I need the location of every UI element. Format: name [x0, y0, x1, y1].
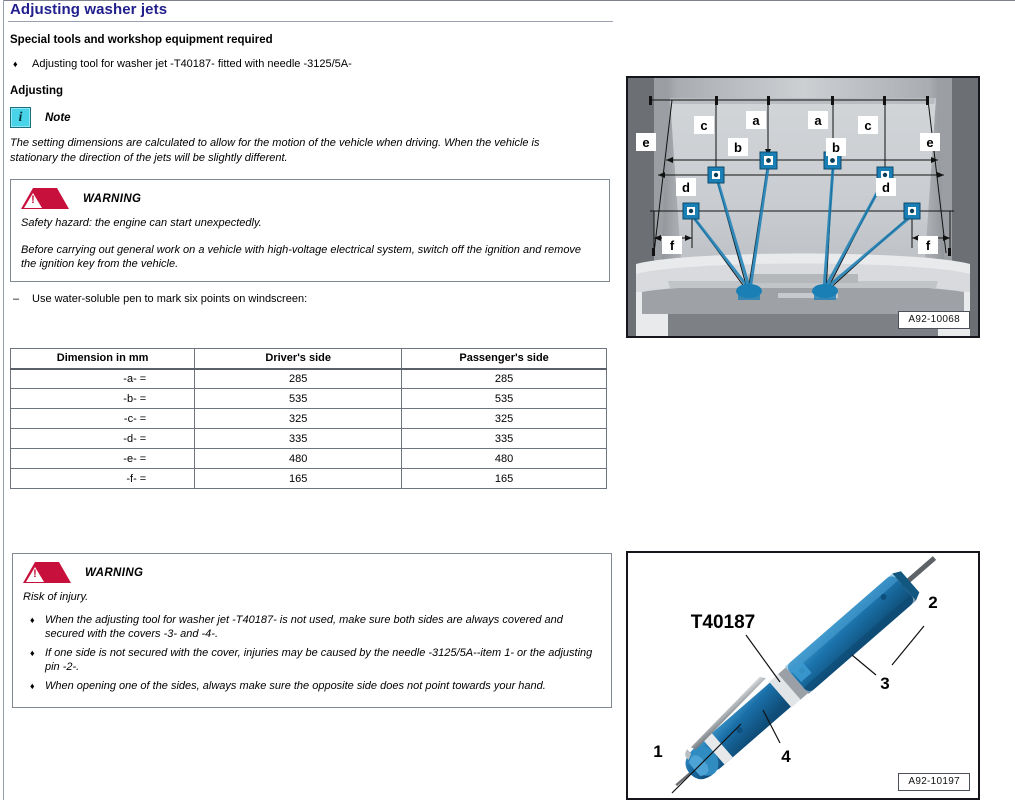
- label-a-right: a: [814, 113, 822, 128]
- note-label: Note: [45, 111, 71, 124]
- warning-bullet-text: When the adjusting tool for washer jet -T40187- is not used, make sure both sides are always covered and secured with the covers -3- and -4-.: [45, 613, 563, 640]
- table-row: [11, 409, 607, 429]
- dimension-label: -e- =: [11, 449, 195, 469]
- passenger-value: 325: [402, 409, 607, 429]
- figure-adjusting-tool: [626, 551, 980, 800]
- info-icon: [10, 107, 31, 128]
- driver-value: 480: [195, 449, 402, 469]
- column-header-passengers-side: Passenger's side: [402, 349, 607, 369]
- label-d-right: d: [882, 180, 890, 195]
- label-c-left: c: [700, 118, 708, 133]
- list-item: [27, 679, 601, 694]
- special-tools-heading: Special tools and workshop equipment required: [10, 34, 273, 46]
- dimensions-table: [10, 348, 607, 489]
- warning-paragraph-1: Risk of injury.: [23, 591, 89, 603]
- dimension-label: -f- =: [11, 469, 195, 489]
- dash-bullet-icon: –: [13, 292, 20, 305]
- warning-title: WARNING: [83, 192, 142, 205]
- warning-box-engine-start: [10, 179, 610, 282]
- title-divider: [8, 21, 613, 22]
- table-row: [11, 389, 607, 409]
- label-c-right: c: [864, 118, 872, 133]
- figure-caption-windscreen: A92-10068: [898, 311, 970, 329]
- list-item: [27, 646, 601, 675]
- tool-diagram: [628, 553, 978, 798]
- figure-caption-tool: A92-10197: [898, 773, 970, 791]
- warning-bullet-text: When opening one of the sides, always make sure the opposite side does not point towards your hand.: [45, 679, 546, 692]
- windscreen-diagram: [628, 78, 978, 336]
- list-item: [27, 613, 601, 642]
- warning-header: [21, 188, 599, 209]
- label-b-left: b: [734, 140, 742, 155]
- driver-value: 325: [195, 409, 402, 429]
- warning-title: WARNING: [85, 566, 144, 579]
- label-e-left: e: [642, 135, 650, 150]
- table-header-row: [11, 349, 607, 369]
- table-row: [11, 429, 607, 449]
- warning-bullet-text: If one side is not secured with the cover, injuries may be caused by the needle -3125/5A--item 1- or the adjusting pin -2-.: [45, 646, 593, 673]
- driver-value: 335: [195, 429, 402, 449]
- warning-bullet-list: [23, 613, 601, 694]
- callout-3: 3: [880, 674, 890, 693]
- label-d-left: d: [682, 180, 690, 195]
- figure-windscreen-measurement-points: [626, 76, 980, 338]
- dimension-label: -a- =: [11, 369, 195, 389]
- label-e-right: e: [926, 135, 934, 150]
- label-f-left: f: [669, 238, 675, 253]
- special-tool-text: Adjusting tool for washer jet -T40187- fitted with needle -3125/5A-: [32, 58, 352, 70]
- passenger-value: 285: [402, 369, 607, 389]
- column-header-dimension: Dimension in mm: [11, 349, 195, 369]
- warning-triangle-icon: !: [23, 562, 71, 583]
- note-header: [10, 107, 613, 128]
- driver-value: 285: [195, 369, 402, 389]
- step-mark-points-text: Use water-soluble pen to mark six points on windscreen:: [32, 292, 308, 305]
- diamond-bullet-icon: ♦: [13, 59, 18, 69]
- warning-header: [23, 562, 601, 583]
- driver-value: 165: [195, 469, 402, 489]
- dimension-label: -b- =: [11, 389, 195, 409]
- passenger-value: 335: [402, 429, 607, 449]
- passenger-value: 480: [402, 449, 607, 469]
- note-text: The setting dimensions are calculated to allow for the motion of the vehicle when driving. When the vehicle is stationary the direction of the jets will be slightly different.: [10, 137, 540, 164]
- tool-number-label: T40187: [690, 612, 756, 633]
- callout-2: 2: [928, 593, 938, 612]
- warning-paragraph-2: Before carrying out general work on a vehicle with high-voltage electrical system, switch off the ignition and remove the ignition key from the vehicle.: [21, 243, 582, 270]
- driver-value: 535: [195, 389, 402, 409]
- diamond-bullet-icon: ♦: [30, 614, 35, 625]
- warning-paragraph-1: Safety hazard: the engine can start unexpectedly.: [21, 217, 262, 229]
- label-f-right: f: [925, 238, 931, 253]
- document-text-column: [8, 0, 613, 306]
- passenger-value: 535: [402, 389, 607, 409]
- warning-box-risk-of-injury: [12, 553, 612, 708]
- table-row: [11, 449, 607, 469]
- passenger-value: 165: [402, 469, 607, 489]
- callout-4: 4: [781, 747, 791, 766]
- page-left-border: [3, 0, 4, 800]
- dimension-label: -d- =: [11, 429, 195, 449]
- diamond-bullet-icon: ♦: [30, 680, 35, 691]
- dimension-label: -c- =: [11, 409, 195, 429]
- warning-triangle-icon: !: [21, 188, 69, 209]
- special-tool-list-item: [10, 57, 613, 72]
- page-title: Adjusting washer jets: [10, 1, 168, 18]
- label-a-left: a: [752, 113, 760, 128]
- label-b-right: b: [832, 140, 840, 155]
- adjusting-heading: Adjusting: [10, 85, 64, 97]
- callout-1: 1: [653, 742, 663, 761]
- column-header-drivers-side: Driver's side: [195, 349, 402, 369]
- diamond-bullet-icon: ♦: [30, 647, 35, 658]
- step-mark-points: [10, 292, 613, 306]
- table-row: [11, 369, 607, 389]
- table-row: [11, 469, 607, 489]
